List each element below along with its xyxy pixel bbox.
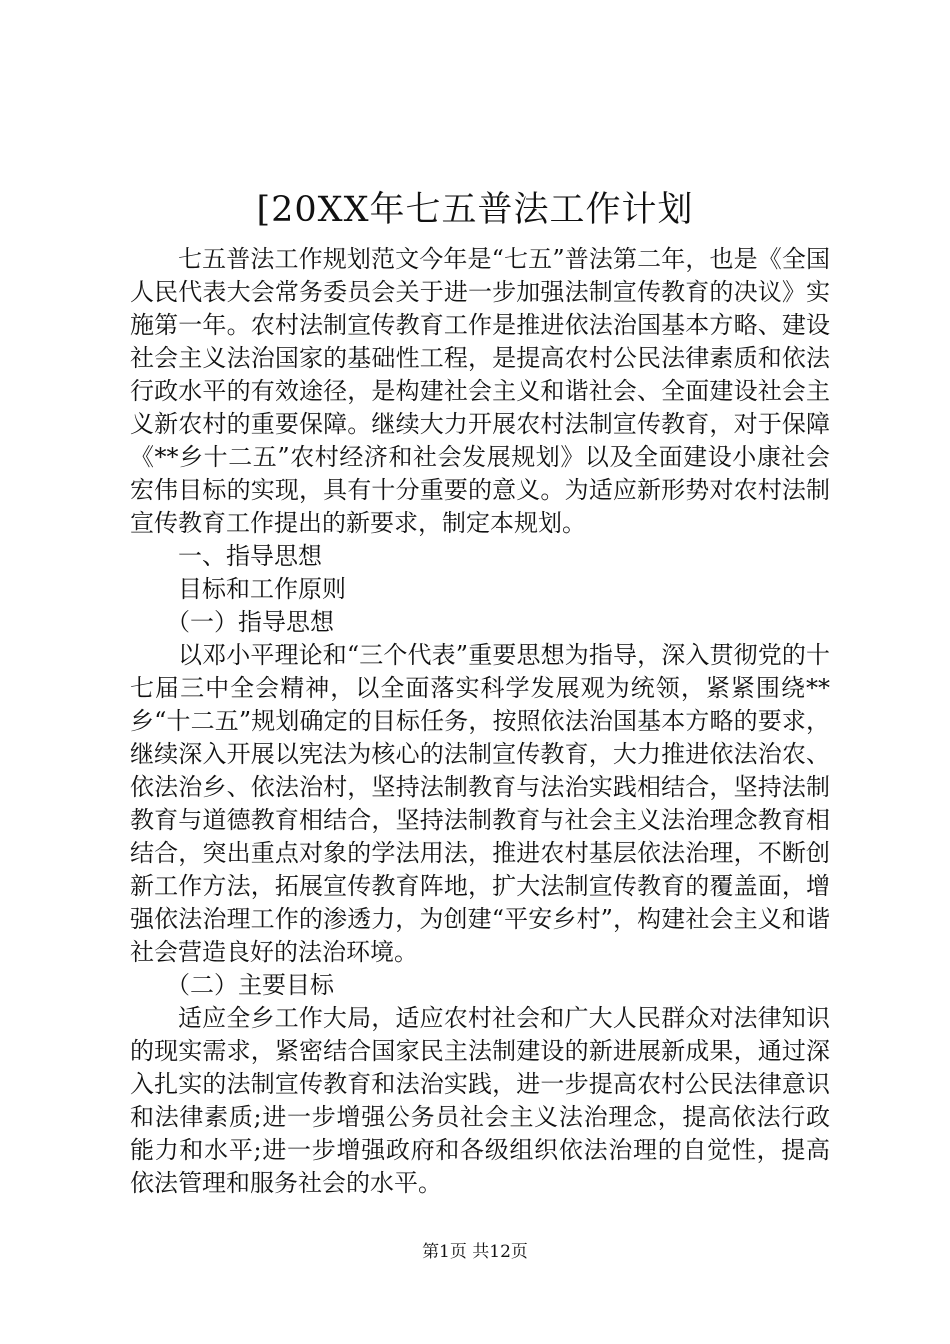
main-goals-paragraph: 适应全乡工作大局，适应农村社会和广大人民群众对法律知识的现实需求，紧密结合国家民主法制建设的新进展新成果，通过深入扎实的法制宣传教育和法治实践，进一步提高农村公民法律意识和法律素质;进一步增强公务员社会主义法治理念，提高依法行政能力和水平;进一步增强政府和各级组织依法治理的自觉性，提高依法管理和服务社会的水平。: [130, 1004, 830, 1197]
section-heading-goals-principles: 目标和工作原则: [178, 575, 346, 603]
intro-paragraph: 七五普法工作规划范文今年是“七五”普法第二年，也是《全国人民代表大会常务委员会关于进一步加强法制宣传教育的决议》实施第一年。农村法制宣传教育工作是推进依法治国基本方略、建设社会主义法治国家的基础性工程，是提高农村公民法律素质和依法行政水平的有效途径，是构建社会主义和谐社会、全面建设社会主义新农村的重要保障。继续大力开展农村法制宣传教育，对于保障《**乡十二五”农村经济和社会发展规划》以及全面建设小康社会宏伟目标的实现，具有十分重要的意义。为适应新形势对农村法制宣传教育工作提出的新要求，制定本规划。: [130, 245, 830, 537]
page-footer: 第1页 共12页: [422, 1242, 528, 1262]
subsection-heading-guiding-thought: （一）指导思想: [166, 608, 334, 636]
guiding-thought-paragraph: 以邓小平理论和“三个代表”重要思想为指导，深入贯彻党的十七届三中全会精神，以全面落实科学发展观为统领，紧紧围绕**乡“十二五”规划确定的目标任务，按照依法治国基本方略的要求，继续深入开展以宪法为核心的法制宣传教育，大力推进依法治农、依法治乡、依法治村，坚持法制教育与法治实践相结合，坚持法制教育与道德教育相结合，坚持法制教育与社会主义法治理念教育相结合，突出重点对象的学法用法，推进农村基层依法治理，不断创新工作方法，拓展宣传教育阵地，扩大法制宣传教育的覆盖面，增强依法治理工作的渗透力，为创建“平安乡村”，构建社会主义和谐社会营造良好的法治环境。: [130, 641, 830, 966]
section-heading-guiding-thought: 一、指导思想: [178, 542, 322, 570]
subsection-heading-main-goals: （二）主要目标: [166, 971, 334, 999]
document-title: [20XX年七五普法工作计划: [256, 190, 694, 230]
document-body: [130, 243, 830, 1200]
